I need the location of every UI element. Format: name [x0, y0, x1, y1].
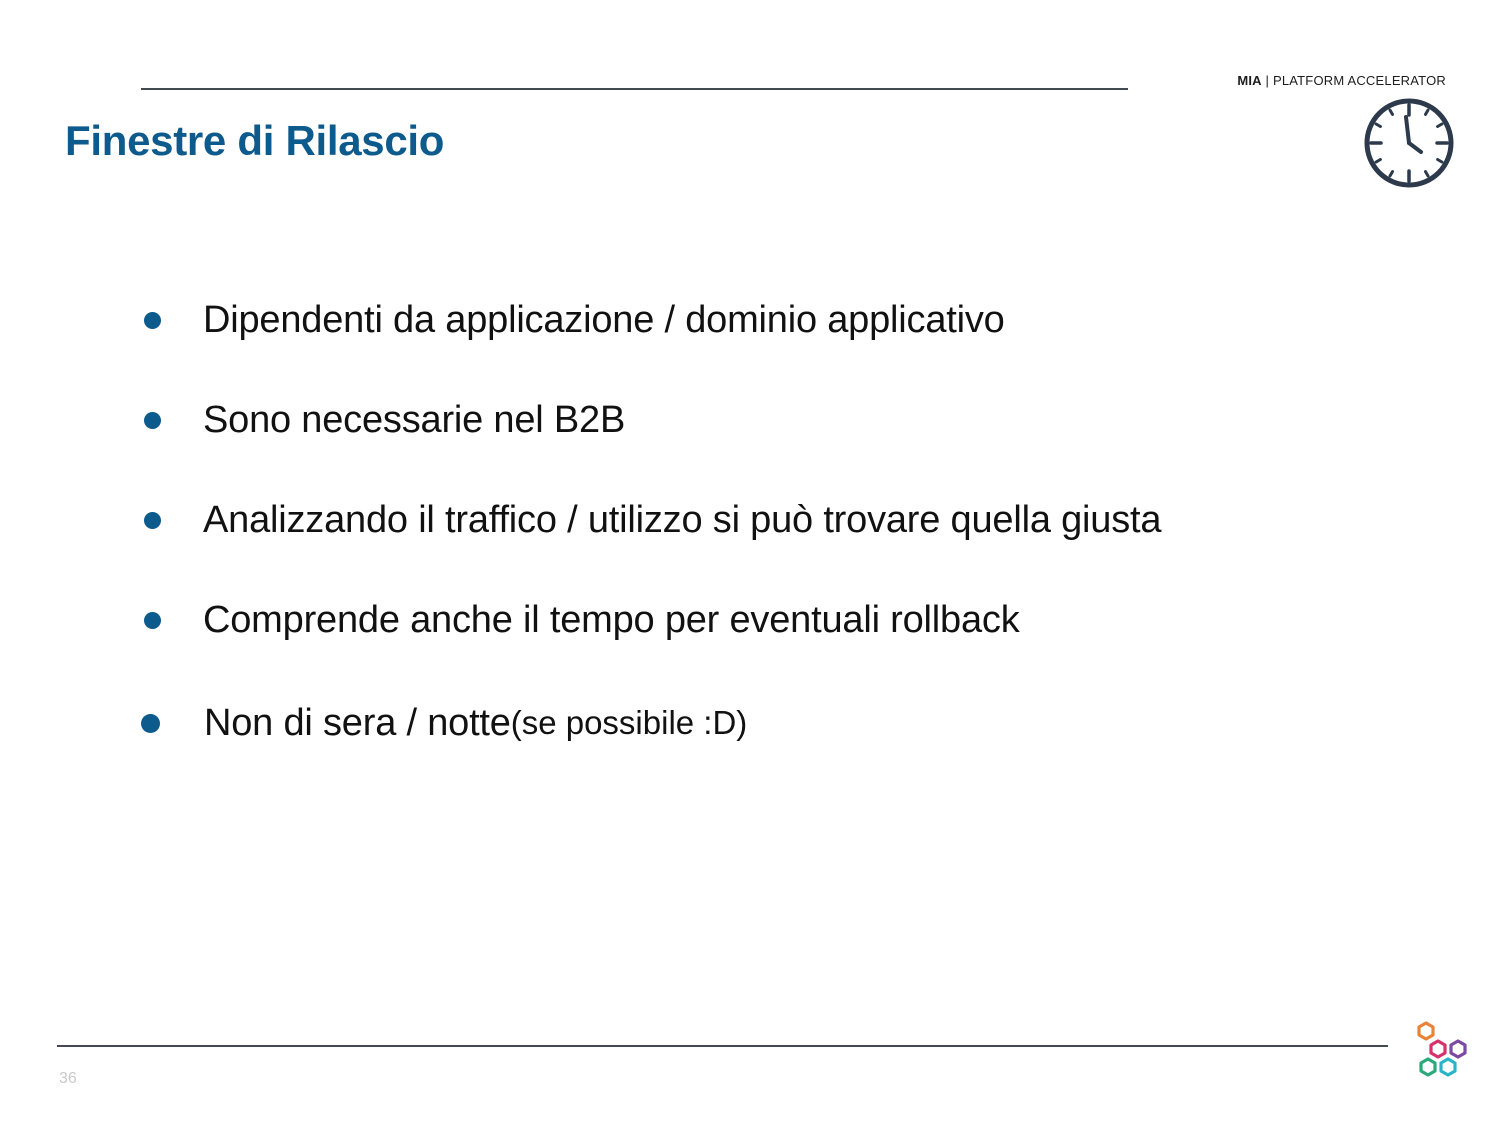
page-number: 36 [59, 1070, 77, 1087]
bullet-marker [144, 412, 161, 429]
slide-title: Finestre di Rilascio [65, 117, 445, 164]
brand-header [1237, 73, 1446, 88]
header-divider [141, 88, 1128, 90]
footer-divider [57, 1045, 1388, 1047]
hexagon-cluster-logo [1414, 1020, 1470, 1080]
bullet-item [141, 290, 1391, 350]
brand-tagline: PLATFORM ACCELERATOR [1272, 73, 1446, 88]
bullet-text: Dipendenti da applicazione / dominio applicativo [203, 298, 1005, 341]
bullet-item [141, 590, 1391, 650]
bullet-text: Analizzando il traffico / utilizzo si può trovare quella giusta [203, 498, 1162, 541]
bullet-marker [141, 714, 160, 733]
bullet-item [141, 490, 1391, 550]
bullet-text: Comprende anche il tempo per eventuali rollback [203, 598, 1020, 641]
bullet-marker [144, 312, 161, 329]
brand-name: MIA [1237, 73, 1262, 88]
bullet-text: Sono necessarie nel B2B [203, 398, 626, 441]
bullet-item [141, 390, 1391, 450]
clock-icon [1362, 96, 1456, 190]
bullet-item [141, 693, 1391, 753]
bullet-note: (se possibile :D) [510, 704, 748, 741]
bullet-marker [144, 512, 161, 529]
bullet-text: Non di sera / notte [204, 701, 511, 744]
bullet-marker [144, 612, 161, 629]
brand-separator: | [1261, 73, 1273, 88]
